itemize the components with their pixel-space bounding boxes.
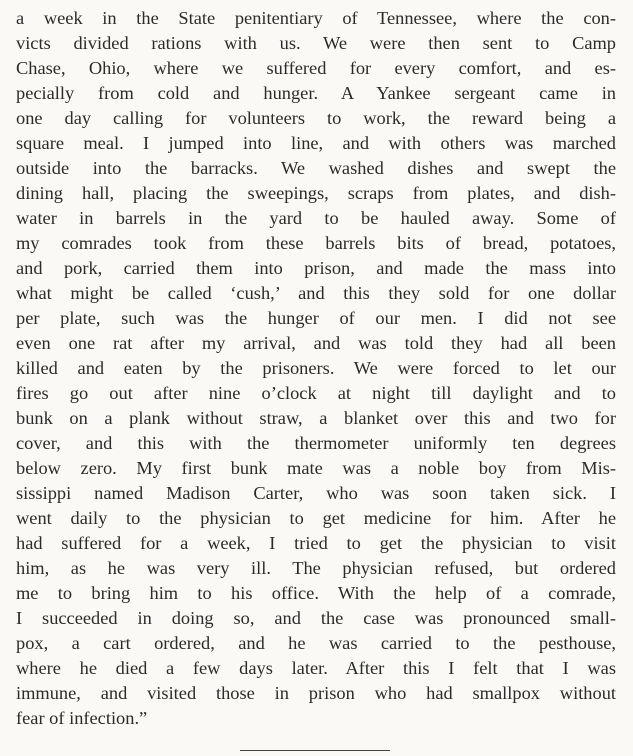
- text-line-last: fear of infection.”: [16, 708, 148, 728]
- text-line: below zero. My first bunk mate was a noble boy from Mis-: [16, 458, 616, 478]
- text-line: fires go out after nine o’clock at night till daylight and to: [16, 383, 616, 403]
- text-line: went daily to the physician to get medicine for him. After he: [16, 508, 616, 528]
- text-line: even one rat after my arrival, and was told they had all been: [16, 333, 616, 353]
- text-line: pecially from cold and hunger. A Yankee sergeant came in: [16, 83, 616, 103]
- text-line: what might be called ‘cush,’ and this they sold for one dollar: [16, 283, 616, 303]
- text-line: him, as he was very ill. The physician refused, but ordered: [16, 558, 616, 578]
- text-line: sissippi named Madison Carter, who was soon taken sick. I: [16, 483, 616, 503]
- text-line: immune, and visited those in prison who had smallpox without: [16, 683, 616, 703]
- text-line: one day calling for volunteers to work, the reward being a: [16, 108, 616, 128]
- text-line: cover, and this with the thermometer uniformly ten degrees: [16, 433, 616, 453]
- text-line: killed and eaten by the prisoners. We were forced to let our: [16, 358, 616, 378]
- text-line: me to bring him to his office. With the help of a comrade,: [16, 583, 616, 603]
- text-line: pox, a cart ordered, and he was carried to the pesthouse,: [16, 633, 616, 653]
- text-line: per plate, such was the hunger of our men. I did not see: [16, 308, 616, 328]
- text-line: square meal. I jumped into line, and with others was marched: [16, 133, 616, 153]
- text-line: outside into the barracks. We washed dishes and swept the: [16, 158, 616, 178]
- text-line: where he died a few days later. After this I felt that I was: [16, 658, 616, 678]
- text-line: victs divided rations with us. We were then sent to Camp: [16, 33, 616, 53]
- text-line: had suffered for a week, I tried to get the physician to visit: [16, 533, 616, 553]
- text-line: and pork, carried them into prison, and made the mass into: [16, 258, 616, 278]
- section-divider: [240, 750, 390, 751]
- text-line: bunk on a plank without straw, a blanket over this and two for: [16, 408, 616, 428]
- text-line: water in barrels in the yard to be hauled away. Some of: [16, 208, 616, 228]
- text-line: a week in the State penitentiary of Tennessee, where the con-: [16, 8, 616, 28]
- text-line: Chase, Ohio, where we suffered for every comfort, and es-: [16, 58, 616, 78]
- text-line: dining hall, placing the sweepings, scraps from plates, and dish-: [16, 183, 616, 203]
- text-line: my comrades took from these barrels bits of bread, potatoes,: [16, 233, 616, 253]
- text-line: I succeeded in doing so, and the case was pronounced small-: [16, 608, 616, 628]
